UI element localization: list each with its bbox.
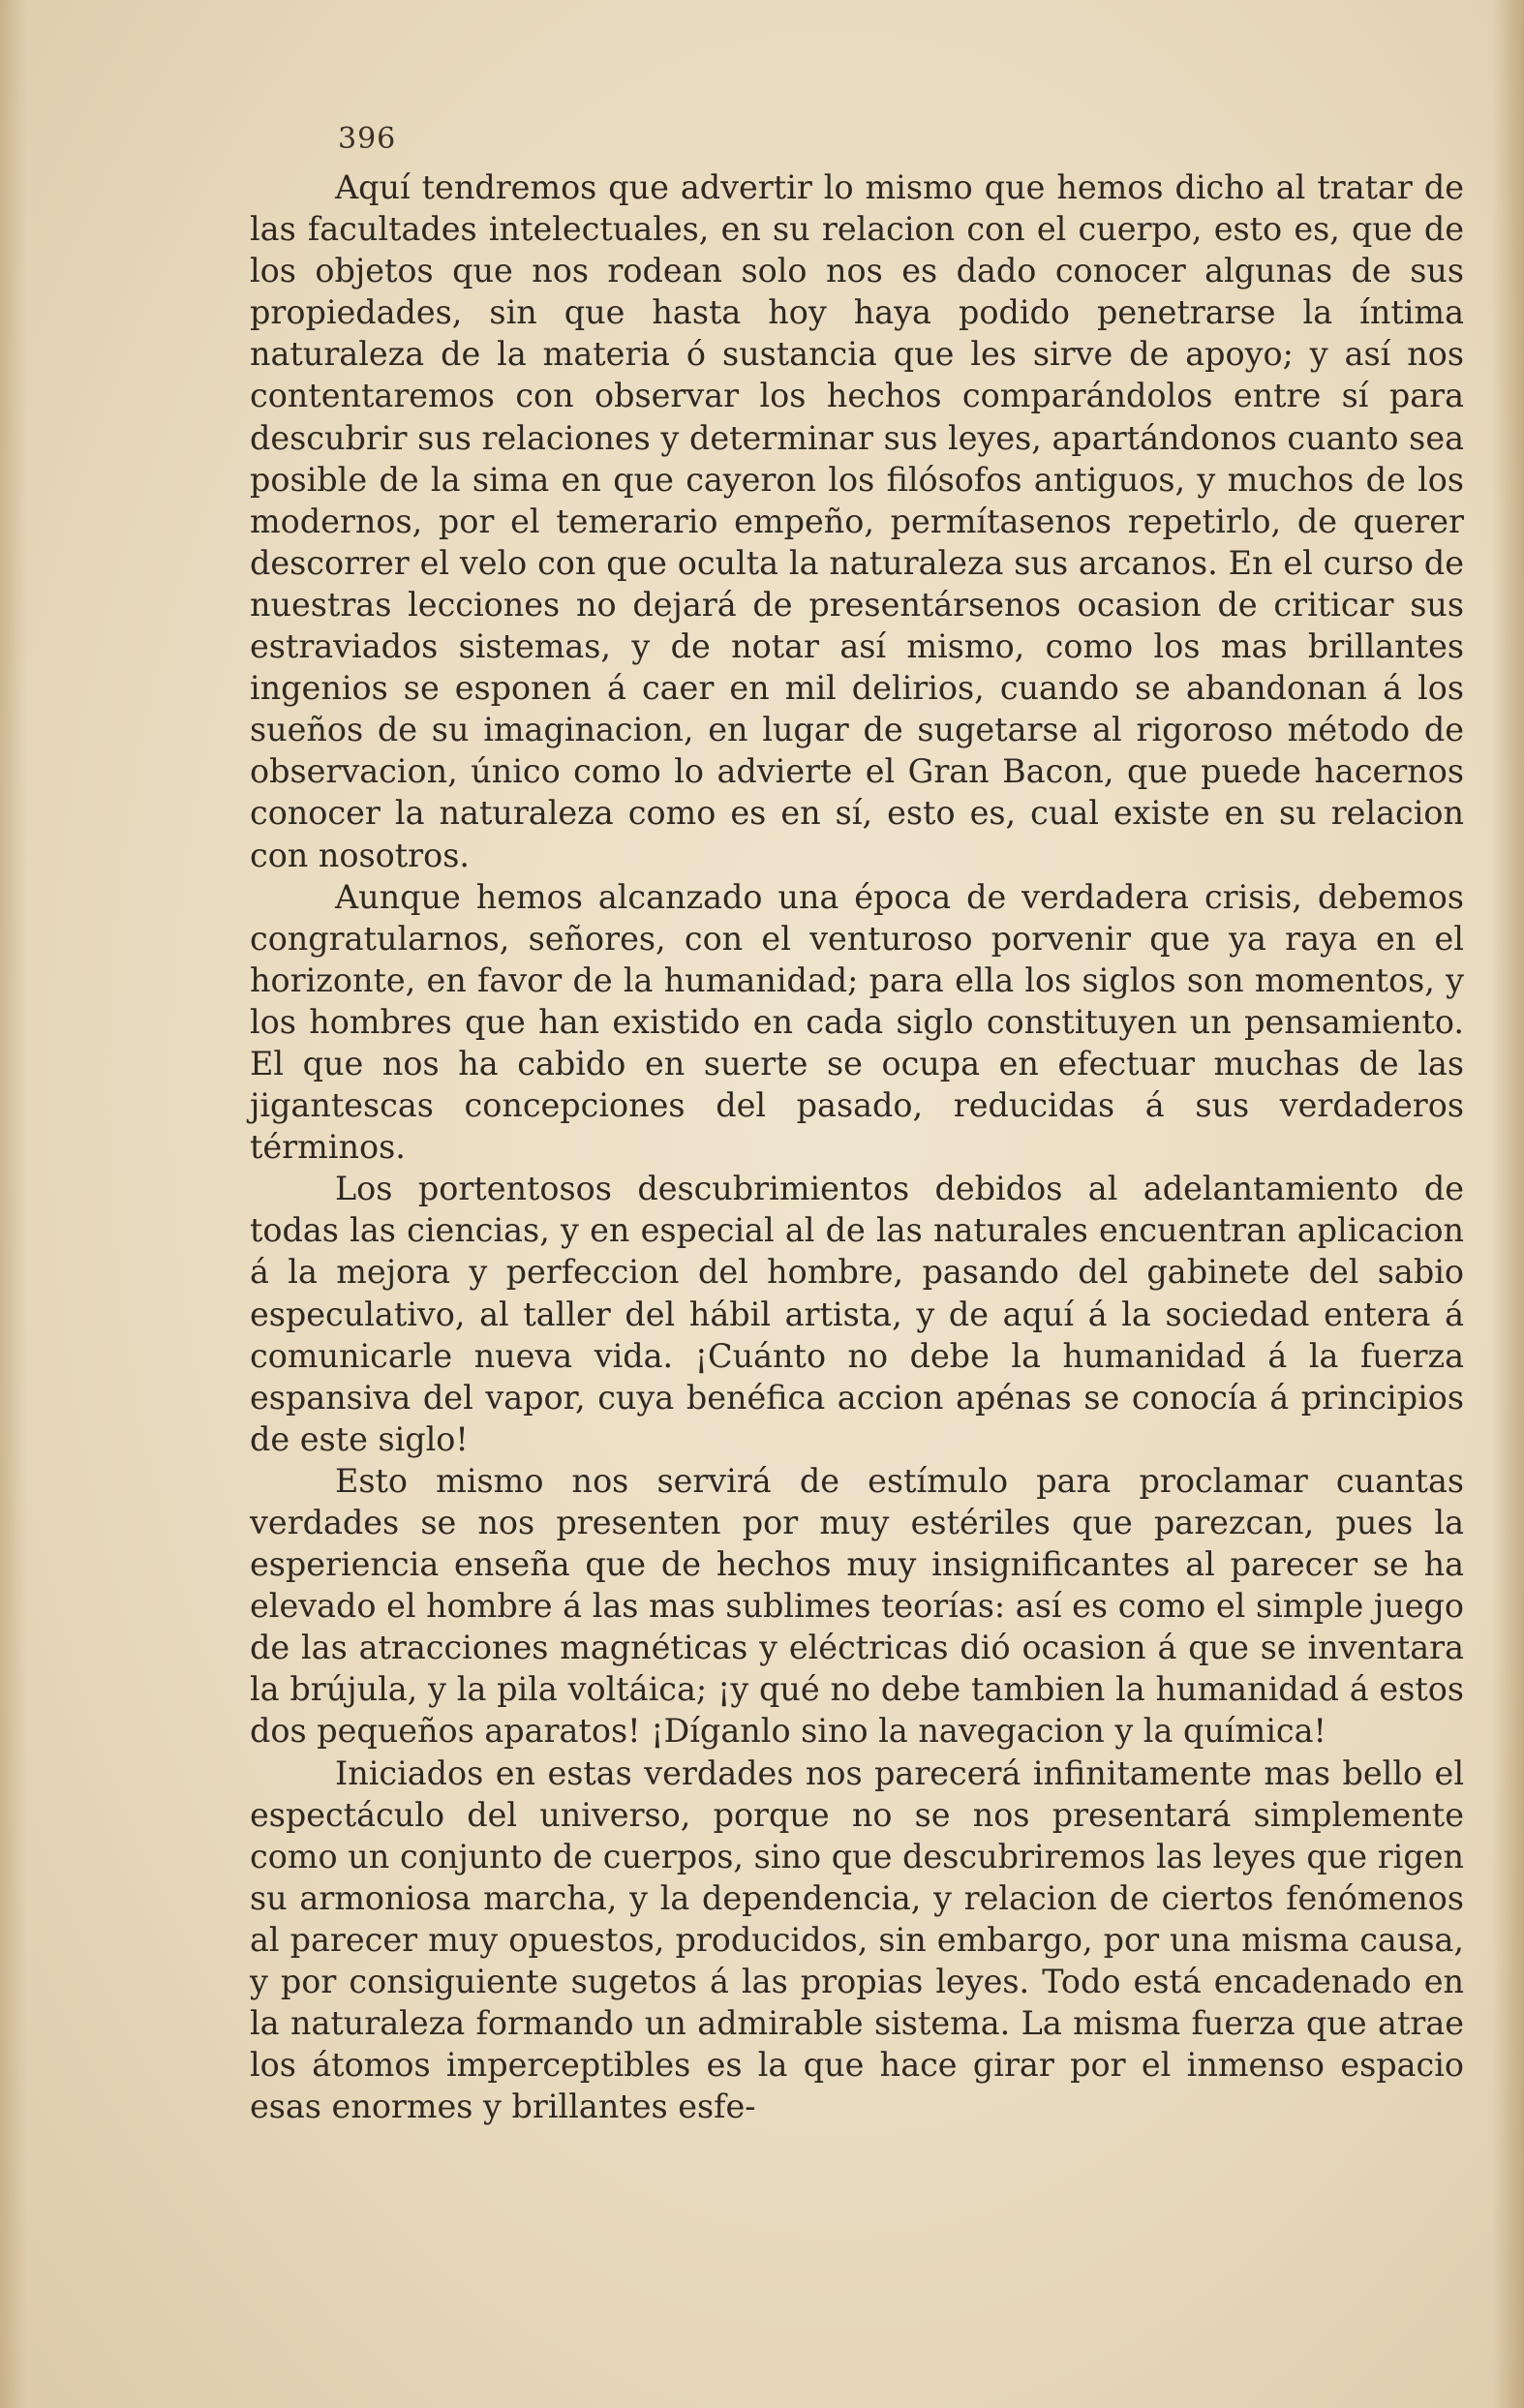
paragraph-1: Aquí tendremos que advertir lo mismo que hemos dicho al tratar de las facultades intelectuales, en su relacion con el cuerpo, esto es, que de los objetos que nos rodean solo nos es dado conocer algunas de sus propiedades, sin que hasta hoy haya podido penetrarse la íntima naturaleza de la materia ó sustancia que les sirve de apoyo; y así nos contentaremos con observar los hechos comparándolos entre sí para descubrir sus relaciones y determinar sus leyes, apartándonos cuanto sea posible de la sima en que cayeron los filósofos antiguos, y muchos de los modernos, por el temerario empeño, permítasenos repetirlo, de querer descorrer el velo con que oculta la naturaleza sus arcanos. En el curso de nuestras lecciones no dejará de presentársenos ocasion de criticar sus estraviados sistemas, y de notar así mismo, como los mas brillantes ingenios se esponen á caer en mil delirios, cuando se abandonan á los sueños de su imaginacion, en lugar de sugetarse al rigoroso método de observacion, único como lo advierte el Gran Bacon, que puede hacernos conocer la naturaleza como es en sí, esto es, cual existe en su relacion con nosotros. bbox=[250, 168, 1464, 874]
paragraph-2: Aunque hemos alcanzado una época de verdadera crisis, debemos congratularnos, señores, con el venturoso porvenir que ya raya en el horizonte, en favor de la humanidad; para ella los siglos son momentos, y los hombres que han existido en cada siglo constituyen un pensamiento. El que nos ha cabido en suerte se ocupa en efectuar muchas de las jigantescas concepciones del pasado, reducidas á sus verdaderos términos. bbox=[250, 877, 1464, 1167]
body-text bbox=[250, 167, 1464, 2127]
page-right-shadow bbox=[1491, 0, 1524, 2408]
page-left-shadow bbox=[0, 0, 27, 2408]
paragraph-4: Esto mismo nos servirá de estímulo para proclamar cuantas verdades se nos presenten por muy estériles que parezcan, pues la esperiencia enseña que de hechos muy insignificantes al parecer se ha elevado el hombre á las mas sublimes teorías: así es como el simple juego de las atracciones magnéticas y eléctricas dió ocasion á que se inventara la brújula, y la pila voltáica; ¡y qué no debe tambien la humanidad á estos dos pequeños aparatos! ¡Díganlo sino la navegacion y la química! bbox=[250, 1461, 1464, 1751]
page-number: 396 bbox=[338, 122, 397, 156]
paragraph-3: Los portentosos descubrimientos debidos al adelantamiento de todas las ciencias, y en especial al de las naturales encuentran aplicacion á la mejora y perfeccion del hombre, pasando del gabinete del sabio especulativo, al taller del hábil artista, y de aquí á la sociedad entera á comunicarle nueva vida. ¡Cuánto no debe la humanidad á la fuerza espansiva del vapor, cuya benéfica accion apénas se conocía á principios de este siglo! bbox=[250, 1170, 1464, 1458]
paragraph-5: Iniciados en estas verdades nos parecerá infinitamente mas bello el espectáculo del universo, porque no se nos presentará simplemente como un conjunto de cuerpos, sino que descubriremos las leyes que rigen su armoniosa marcha, y la dependencia, y relacion de ciertos fenómenos al parecer muy opuestos, producidos, sin embargo, por una misma causa, y por consiguiente sugetos á las propias leyes. Todo está encadenado en la naturaleza formando un admirable sistema. La misma fuerza que atrae los átomos imperceptibles es la que hace girar por el inmenso espacio esas enormes y brillantes esfe- bbox=[250, 1753, 1464, 2126]
